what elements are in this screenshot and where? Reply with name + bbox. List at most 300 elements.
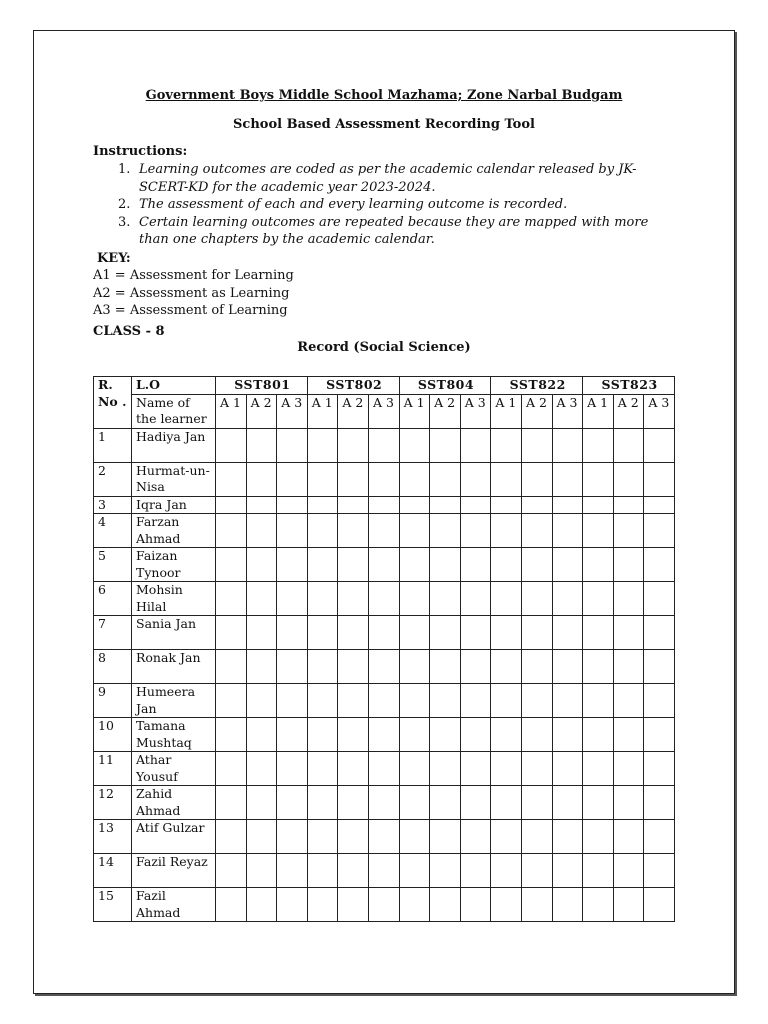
assessment-cell[interactable] <box>613 786 644 820</box>
assessment-cell[interactable] <box>277 854 308 888</box>
table-row <box>94 820 675 854</box>
assessment-cell[interactable] <box>307 462 338 496</box>
learner-name: Fazil Ahmad <box>132 888 216 922</box>
assessment-cell[interactable] <box>338 854 369 888</box>
assessment-cell[interactable] <box>460 752 491 786</box>
assessment-cell[interactable] <box>277 428 308 462</box>
assessment-cell[interactable] <box>613 428 644 462</box>
assessment-cell[interactable] <box>216 752 247 786</box>
assessment-cell[interactable] <box>491 548 522 582</box>
assessment-cell[interactable] <box>368 786 399 820</box>
instructions-list <box>118 161 678 249</box>
assessment-cell[interactable] <box>277 462 308 496</box>
assessment-cell[interactable] <box>307 684 338 718</box>
subcol-header: A 2 <box>521 394 552 428</box>
assessment-cell[interactable] <box>368 888 399 922</box>
assessment-cell[interactable] <box>644 820 675 854</box>
assessment-cell[interactable] <box>338 514 369 548</box>
assessment-cell[interactable] <box>460 650 491 684</box>
subcol-header: A 3 <box>368 394 399 428</box>
assessment-cell[interactable] <box>491 462 522 496</box>
subject-header: SST804 <box>399 377 491 395</box>
assessment-cell[interactable] <box>338 684 369 718</box>
assessment-cell[interactable] <box>368 428 399 462</box>
assessment-cell[interactable] <box>552 718 583 752</box>
table-row <box>94 496 675 514</box>
assessment-cell[interactable] <box>460 582 491 616</box>
assessment-cell[interactable] <box>521 650 552 684</box>
table-row <box>94 650 675 684</box>
assessment-cell[interactable] <box>613 496 644 514</box>
assessment-cell[interactable] <box>552 462 583 496</box>
assessment-cell[interactable] <box>430 684 461 718</box>
assessment-cell[interactable] <box>583 428 614 462</box>
assessment-cell[interactable] <box>307 616 338 650</box>
assessment-cell[interactable] <box>552 684 583 718</box>
assessment-cell[interactable] <box>399 462 430 496</box>
row-number: 6 <box>94 582 132 616</box>
row-number: 5 <box>94 548 132 582</box>
assessment-cell[interactable] <box>216 854 247 888</box>
assessment-cell[interactable] <box>460 496 491 514</box>
assessment-cell[interactable] <box>338 496 369 514</box>
assessment-cell[interactable] <box>521 548 552 582</box>
assessment-cell[interactable] <box>644 888 675 922</box>
assessment-cell[interactable] <box>491 514 522 548</box>
row-number: 3 <box>94 496 132 514</box>
table-row <box>94 428 675 462</box>
assessment-cell[interactable] <box>216 650 247 684</box>
assessment-cell[interactable] <box>613 718 644 752</box>
table-row <box>94 718 675 752</box>
assessment-cell[interactable] <box>613 462 644 496</box>
assessment-cell[interactable] <box>246 684 277 718</box>
subcol-header: A 1 <box>491 394 522 428</box>
assessment-cell[interactable] <box>307 854 338 888</box>
assessment-cell[interactable] <box>583 820 614 854</box>
assessment-cell[interactable] <box>216 616 247 650</box>
assessment-cell[interactable] <box>368 650 399 684</box>
assessment-cell[interactable] <box>521 718 552 752</box>
assessment-cell[interactable] <box>307 786 338 820</box>
assessment-cell[interactable] <box>644 514 675 548</box>
instruction-item <box>118 161 678 196</box>
assessment-cell[interactable] <box>430 462 461 496</box>
subcol-header: A 2 <box>246 394 277 428</box>
assessment-cell[interactable] <box>521 854 552 888</box>
record-title: Record (Social Science) <box>297 340 471 355</box>
subcol-header: A 1 <box>307 394 338 428</box>
assessment-cell[interactable] <box>307 548 338 582</box>
assessment-cell[interactable] <box>430 854 461 888</box>
assessment-cell[interactable] <box>246 514 277 548</box>
row-number: 14 <box>94 854 132 888</box>
row-number: 4 <box>94 514 132 548</box>
assessment-cell[interactable] <box>583 752 614 786</box>
assessment-cell[interactable] <box>644 786 675 820</box>
assessment-cell[interactable] <box>307 496 338 514</box>
assessment-cell[interactable] <box>521 428 552 462</box>
assessment-cell[interactable] <box>399 548 430 582</box>
assessment-cell[interactable] <box>216 718 247 752</box>
assessment-cell[interactable] <box>552 548 583 582</box>
assessment-cell[interactable] <box>307 752 338 786</box>
lo-header: L.O <box>132 377 216 395</box>
assessment-cell[interactable] <box>399 428 430 462</box>
assessment-cell[interactable] <box>277 650 308 684</box>
assessment-cell[interactable] <box>246 752 277 786</box>
assessment-cell[interactable] <box>430 582 461 616</box>
assessment-cell[interactable] <box>277 786 308 820</box>
assessment-cell[interactable] <box>368 462 399 496</box>
learner-name: Farzan Ahmad <box>132 514 216 548</box>
instruction-item <box>118 196 678 214</box>
assessment-cell[interactable] <box>491 718 522 752</box>
assessment-cell[interactable] <box>583 854 614 888</box>
assessment-cell[interactable] <box>552 514 583 548</box>
learner-name: Hadiya Jan <box>132 428 216 462</box>
instruction-number: 3. <box>118 214 131 230</box>
assessment-cell[interactable] <box>583 616 614 650</box>
table-row <box>94 582 675 616</box>
instruction-number: 2. <box>118 197 131 212</box>
assessment-cell[interactable] <box>521 820 552 854</box>
assessment-cell[interactable] <box>307 582 338 616</box>
assessment-cell[interactable] <box>216 514 247 548</box>
assessment-cell[interactable] <box>246 496 277 514</box>
assessment-cell[interactable] <box>583 514 614 548</box>
subcol-header: A 3 <box>644 394 675 428</box>
assessment-cell[interactable] <box>460 820 491 854</box>
assessment-cell[interactable] <box>399 496 430 514</box>
row-number: 2 <box>94 462 132 496</box>
assessment-cell[interactable] <box>216 462 247 496</box>
assessment-cell[interactable] <box>338 786 369 820</box>
row-number: 9 <box>94 684 132 718</box>
assessment-cell[interactable] <box>491 616 522 650</box>
assessment-cell[interactable] <box>216 684 247 718</box>
assessment-cell[interactable] <box>338 650 369 684</box>
subject-header: SST823 <box>583 377 675 395</box>
assessment-cell[interactable] <box>338 462 369 496</box>
subcol-header: A 1 <box>583 394 614 428</box>
row-number: 11 <box>94 752 132 786</box>
assessment-cell[interactable] <box>216 888 247 922</box>
assessment-cell[interactable] <box>307 428 338 462</box>
school-title: Government Boys Middle School Mazhama; Zone Narbal Budgam <box>145 88 623 103</box>
assessment-cell[interactable] <box>368 752 399 786</box>
key-line: A1 = Assessment for Learning <box>93 268 294 283</box>
assessment-cell[interactable] <box>460 548 491 582</box>
assessment-cell[interactable] <box>583 650 614 684</box>
class-label: CLASS - 8 <box>93 324 165 339</box>
assessment-cell[interactable] <box>338 888 369 922</box>
assessment-cell[interactable] <box>338 428 369 462</box>
learner-name: Faizan Tynoor <box>132 548 216 582</box>
assessment-cell[interactable] <box>338 752 369 786</box>
assessment-cell[interactable] <box>307 718 338 752</box>
assessment-cell[interactable] <box>521 786 552 820</box>
assessment-cell[interactable] <box>583 786 614 820</box>
assessment-cell[interactable] <box>552 582 583 616</box>
assessment-cell[interactable] <box>216 428 247 462</box>
assessment-cell[interactable] <box>644 616 675 650</box>
assessment-cell[interactable] <box>338 820 369 854</box>
assessment-cell[interactable] <box>399 854 430 888</box>
assessment-cell[interactable] <box>552 428 583 462</box>
learner-name: Ronak Jan <box>132 650 216 684</box>
assessment-cell[interactable] <box>491 496 522 514</box>
instructions-heading: Instructions: <box>93 144 188 159</box>
assessment-cell[interactable] <box>277 718 308 752</box>
assessment-cell[interactable] <box>460 718 491 752</box>
assessment-cell[interactable] <box>552 752 583 786</box>
assessment-cell[interactable] <box>552 854 583 888</box>
table-body <box>94 428 675 922</box>
assessment-cell[interactable] <box>552 820 583 854</box>
assessment-cell[interactable] <box>583 462 614 496</box>
row-number: 10 <box>94 718 132 752</box>
assessment-cell[interactable] <box>368 496 399 514</box>
assessment-cell[interactable] <box>246 888 277 922</box>
assessment-cell[interactable] <box>277 820 308 854</box>
assessment-cell[interactable] <box>399 786 430 820</box>
assessment-cell[interactable] <box>583 582 614 616</box>
assessment-cell[interactable] <box>430 786 461 820</box>
assessment-cell[interactable] <box>216 548 247 582</box>
assessment-cell[interactable] <box>430 548 461 582</box>
assessment-cell[interactable] <box>430 888 461 922</box>
assessment-cell[interactable] <box>430 752 461 786</box>
assessment-cell[interactable] <box>338 616 369 650</box>
subcol-header: A 3 <box>277 394 308 428</box>
assessment-cell[interactable] <box>338 718 369 752</box>
assessment-cell[interactable] <box>552 496 583 514</box>
assessment-cell[interactable] <box>277 548 308 582</box>
assessment-cell[interactable] <box>613 684 644 718</box>
assessment-cell[interactable] <box>644 752 675 786</box>
assessment-cell[interactable] <box>613 752 644 786</box>
subcol-header: A 3 <box>460 394 491 428</box>
assessment-cell[interactable] <box>368 582 399 616</box>
learner-name: Sania Jan <box>132 616 216 650</box>
assessment-cell[interactable] <box>216 582 247 616</box>
assessment-cell[interactable] <box>216 820 247 854</box>
assessment-cell[interactable] <box>521 496 552 514</box>
assessment-cell[interactable] <box>246 428 277 462</box>
assessment-cell[interactable] <box>430 428 461 462</box>
table-row <box>94 684 675 718</box>
assessment-cell[interactable] <box>246 786 277 820</box>
subcol-header: A 1 <box>399 394 430 428</box>
assessment-cell[interactable] <box>491 752 522 786</box>
assessment-cell[interactable] <box>216 786 247 820</box>
assessment-cell[interactable] <box>460 888 491 922</box>
row-number: 15 <box>94 888 132 922</box>
assessment-cell[interactable] <box>246 582 277 616</box>
assessment-cell[interactable] <box>491 684 522 718</box>
assessment-cell[interactable] <box>491 582 522 616</box>
assessment-cell[interactable] <box>613 888 644 922</box>
assessment-cell[interactable] <box>644 582 675 616</box>
instruction-text: Learning outcomes are coded as per the academic calendar released by JK-SCERT-KD for the academic year 2023-2024. <box>139 162 637 195</box>
assessment-cell[interactable] <box>368 718 399 752</box>
assessment-cell[interactable] <box>246 718 277 752</box>
assessment-cell[interactable] <box>644 428 675 462</box>
assessment-cell[interactable] <box>644 462 675 496</box>
assessment-cell[interactable] <box>552 616 583 650</box>
assessment-cell[interactable] <box>277 616 308 650</box>
assessment-cell[interactable] <box>277 582 308 616</box>
assessment-cell[interactable] <box>552 650 583 684</box>
assessment-cell[interactable] <box>277 496 308 514</box>
assessment-cell[interactable] <box>368 684 399 718</box>
assessment-cell[interactable] <box>307 650 338 684</box>
table-row <box>94 462 675 496</box>
assessment-cell[interactable] <box>399 616 430 650</box>
assessment-cell[interactable] <box>552 888 583 922</box>
assessment-cell[interactable] <box>521 684 552 718</box>
assessment-cell[interactable] <box>307 820 338 854</box>
assessment-cell[interactable] <box>399 718 430 752</box>
assessment-cell[interactable] <box>613 582 644 616</box>
row-number: 13 <box>94 820 132 854</box>
assessment-cell[interactable] <box>430 820 461 854</box>
assessment-cell[interactable] <box>644 718 675 752</box>
assessment-table <box>93 376 675 922</box>
assessment-cell[interactable] <box>613 616 644 650</box>
assessment-cell[interactable] <box>399 514 430 548</box>
assessment-cell[interactable] <box>399 888 430 922</box>
learner-name: Humeera Jan <box>132 684 216 718</box>
assessment-cell[interactable] <box>399 684 430 718</box>
learner-name: Zahid Ahmad <box>132 786 216 820</box>
assessment-cell[interactable] <box>644 650 675 684</box>
table-header-row <box>94 377 675 395</box>
assessment-cell[interactable] <box>460 514 491 548</box>
key-list <box>93 267 294 320</box>
subject-header: SST802 <box>307 377 399 395</box>
assessment-cell[interactable] <box>368 514 399 548</box>
assessment-cell[interactable] <box>460 616 491 650</box>
assessment-cell[interactable] <box>491 428 522 462</box>
assessment-cell[interactable] <box>246 854 277 888</box>
assessment-cell[interactable] <box>491 786 522 820</box>
assessment-cell[interactable] <box>277 888 308 922</box>
learner-name: Athar Yousuf <box>132 752 216 786</box>
row-number: 7 <box>94 616 132 650</box>
table-row <box>94 548 675 582</box>
assessment-cell[interactable] <box>368 820 399 854</box>
learner-name: Hurmat-un-Nisa <box>132 462 216 496</box>
assessment-cell[interactable] <box>491 650 522 684</box>
tool-title: School Based Assessment Recording Tool <box>233 117 535 132</box>
instruction-text: Certain learning outcomes are repeated because they are mapped with more than one chapters by the academic calendar. <box>139 214 649 247</box>
subcol-header: A 2 <box>430 394 461 428</box>
assessment-cell[interactable] <box>430 496 461 514</box>
assessment-cell[interactable] <box>613 514 644 548</box>
assessment-cell[interactable] <box>246 650 277 684</box>
assessment-cell[interactable] <box>460 462 491 496</box>
assessment-cell[interactable] <box>552 786 583 820</box>
assessment-cell[interactable] <box>583 548 614 582</box>
assessment-cell[interactable] <box>338 548 369 582</box>
assessment-cell[interactable] <box>246 548 277 582</box>
assessment-cell[interactable] <box>430 514 461 548</box>
assessment-cell[interactable] <box>368 548 399 582</box>
assessment-cell[interactable] <box>521 616 552 650</box>
assessment-cell[interactable] <box>521 752 552 786</box>
assessment-cell[interactable] <box>307 514 338 548</box>
table-row <box>94 854 675 888</box>
assessment-cell[interactable] <box>521 462 552 496</box>
assessment-cell[interactable] <box>246 462 277 496</box>
assessment-cell[interactable] <box>277 752 308 786</box>
assessment-cell[interactable] <box>644 684 675 718</box>
assessment-cell[interactable] <box>583 496 614 514</box>
key-line: A3 = Assessment of Learning <box>93 303 288 318</box>
assessment-cell[interactable] <box>644 854 675 888</box>
assessment-cell[interactable] <box>430 650 461 684</box>
assessment-cell[interactable] <box>491 888 522 922</box>
table-subheader-row <box>94 394 675 428</box>
assessment-cell[interactable] <box>399 582 430 616</box>
assessment-cell[interactable] <box>491 854 522 888</box>
learner-name: Fazil Reyaz <box>132 854 216 888</box>
row-number: 12 <box>94 786 132 820</box>
assessment-cell[interactable] <box>430 616 461 650</box>
assessment-cell[interactable] <box>644 548 675 582</box>
assessment-cell[interactable] <box>277 514 308 548</box>
table-row <box>94 786 675 820</box>
assessment-cell[interactable] <box>216 496 247 514</box>
assessment-cell[interactable] <box>368 854 399 888</box>
assessment-cell[interactable] <box>644 496 675 514</box>
assessment-cell[interactable] <box>246 820 277 854</box>
table-row <box>94 752 675 786</box>
assessment-cell[interactable] <box>460 684 491 718</box>
assessment-cell[interactable] <box>460 786 491 820</box>
assessment-cell[interactable] <box>491 820 522 854</box>
rno-header: R. No . <box>94 377 132 429</box>
assessment-cell[interactable] <box>338 582 369 616</box>
table-row <box>94 888 675 922</box>
assessment-cell[interactable] <box>583 684 614 718</box>
assessment-cell[interactable] <box>246 616 277 650</box>
assessment-cell[interactable] <box>430 718 461 752</box>
row-number: 1 <box>94 428 132 462</box>
learner-name: Iqra Jan <box>132 496 216 514</box>
assessment-cell[interactable] <box>613 650 644 684</box>
assessment-cell[interactable] <box>521 514 552 548</box>
assessment-cell[interactable] <box>583 718 614 752</box>
assessment-cell[interactable] <box>613 820 644 854</box>
assessment-cell[interactable] <box>399 650 430 684</box>
assessment-cell[interactable] <box>307 888 338 922</box>
key-line: A2 = Assessment as Learning <box>93 285 290 301</box>
assessment-cell[interactable] <box>460 854 491 888</box>
assessment-cell[interactable] <box>613 854 644 888</box>
assessment-cell[interactable] <box>613 548 644 582</box>
assessment-cell[interactable] <box>277 684 308 718</box>
assessment-cell[interactable] <box>583 888 614 922</box>
assessment-cell[interactable] <box>521 582 552 616</box>
assessment-cell[interactable] <box>368 616 399 650</box>
assessment-cell[interactable] <box>521 888 552 922</box>
assessment-cell[interactable] <box>399 752 430 786</box>
assessment-cell[interactable] <box>399 820 430 854</box>
assessment-cell[interactable] <box>460 428 491 462</box>
